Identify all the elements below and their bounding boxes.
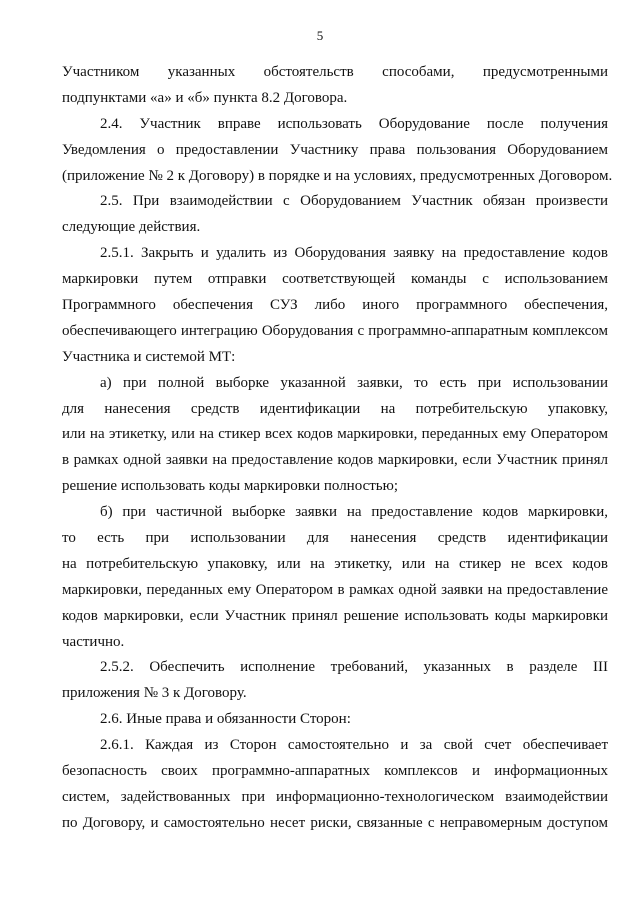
text-line: б) при частичной выборке заявки на предоставление кодов маркировки,: [100, 504, 608, 521]
text-line: решение использовать коды маркировки полностью;: [62, 478, 399, 495]
text-line: 2.4. Участник вправе использовать Оборудование после получения: [100, 115, 608, 132]
text-line: Уведомления о предоставлении Участнику права пользования Оборудованием: [62, 141, 608, 158]
text-line: Программного обеспечения СУЗ либо иного программного обеспечения,: [62, 297, 608, 314]
text-line: (приложение № 2 к Договору) в порядке и на условиях, предусмотренных Договором.: [62, 167, 613, 184]
text-line: приложения № 3 к Договору.: [62, 685, 247, 702]
text-line: безопасность своих программно-аппаратных комплексов и информационных: [62, 763, 608, 780]
text-line: 2.5. При взаимодействии с Оборудованием Участник обязан произвести: [100, 193, 608, 210]
text-line: то есть при использовании для нанесения средств идентификации: [62, 530, 608, 547]
text-line: 2.5.1. Закрыть и удалить из Оборудования заявку на предоставление кодов: [100, 245, 608, 262]
text-line: частично.: [62, 633, 125, 650]
text-line: Участником указанных обстоятельств способами, предусмотренными: [62, 64, 608, 80]
body-text: [62, 60, 613, 837]
text-line: по Договору, и самостоятельно несет риски, связанные с неправомерным доступом: [62, 814, 608, 831]
text-line: систем, задействованных при информационно-технологическом взаимодействии: [62, 788, 608, 805]
text-line: 2.5.2. Обеспечить исполнение требований, указанных в разделе III: [100, 659, 608, 676]
text-line: маркировки путем отправки соответствующей команды с использованием: [62, 271, 608, 288]
text-line: Участника и системой МТ:: [62, 348, 236, 365]
text-line: или на этикетку, или на стикер всех кодов маркировки, переданных ему Оператором: [62, 426, 608, 443]
text-line: на потребительскую упаковку, или на этикетку, или на стикер не всех кодов: [62, 555, 608, 572]
text-line: обеспечивающего интеграцию Оборудования с программно-аппаратным комплексом: [62, 322, 608, 339]
text-line: в рамках одной заявки на предоставление кодов маркировки, если Участник принял: [62, 452, 608, 469]
page-number: 5: [316, 28, 324, 43]
text-line: 2.6.1. Каждая из Сторон самостоятельно и за свой счет обеспечивает: [100, 737, 608, 754]
text-line: подпунктами «а» и «б» пункта 8.2 Договора.: [62, 89, 348, 106]
text-line: кодов маркировки, если Участник принял решение использовать коды маркировки: [62, 607, 608, 624]
text-line: 2.6. Иные права и обязанности Сторон:: [100, 711, 351, 728]
text-line: следующие действия.: [62, 219, 201, 236]
text-line: маркировки, переданных ему Оператором в рамках одной заявки на предоставление: [62, 581, 608, 598]
text-line: а) при полной выборке указанной заявки, то есть при использовании: [100, 374, 608, 391]
text-line: для нанесения средств идентификации на потребительскую упаковку,: [62, 400, 608, 417]
